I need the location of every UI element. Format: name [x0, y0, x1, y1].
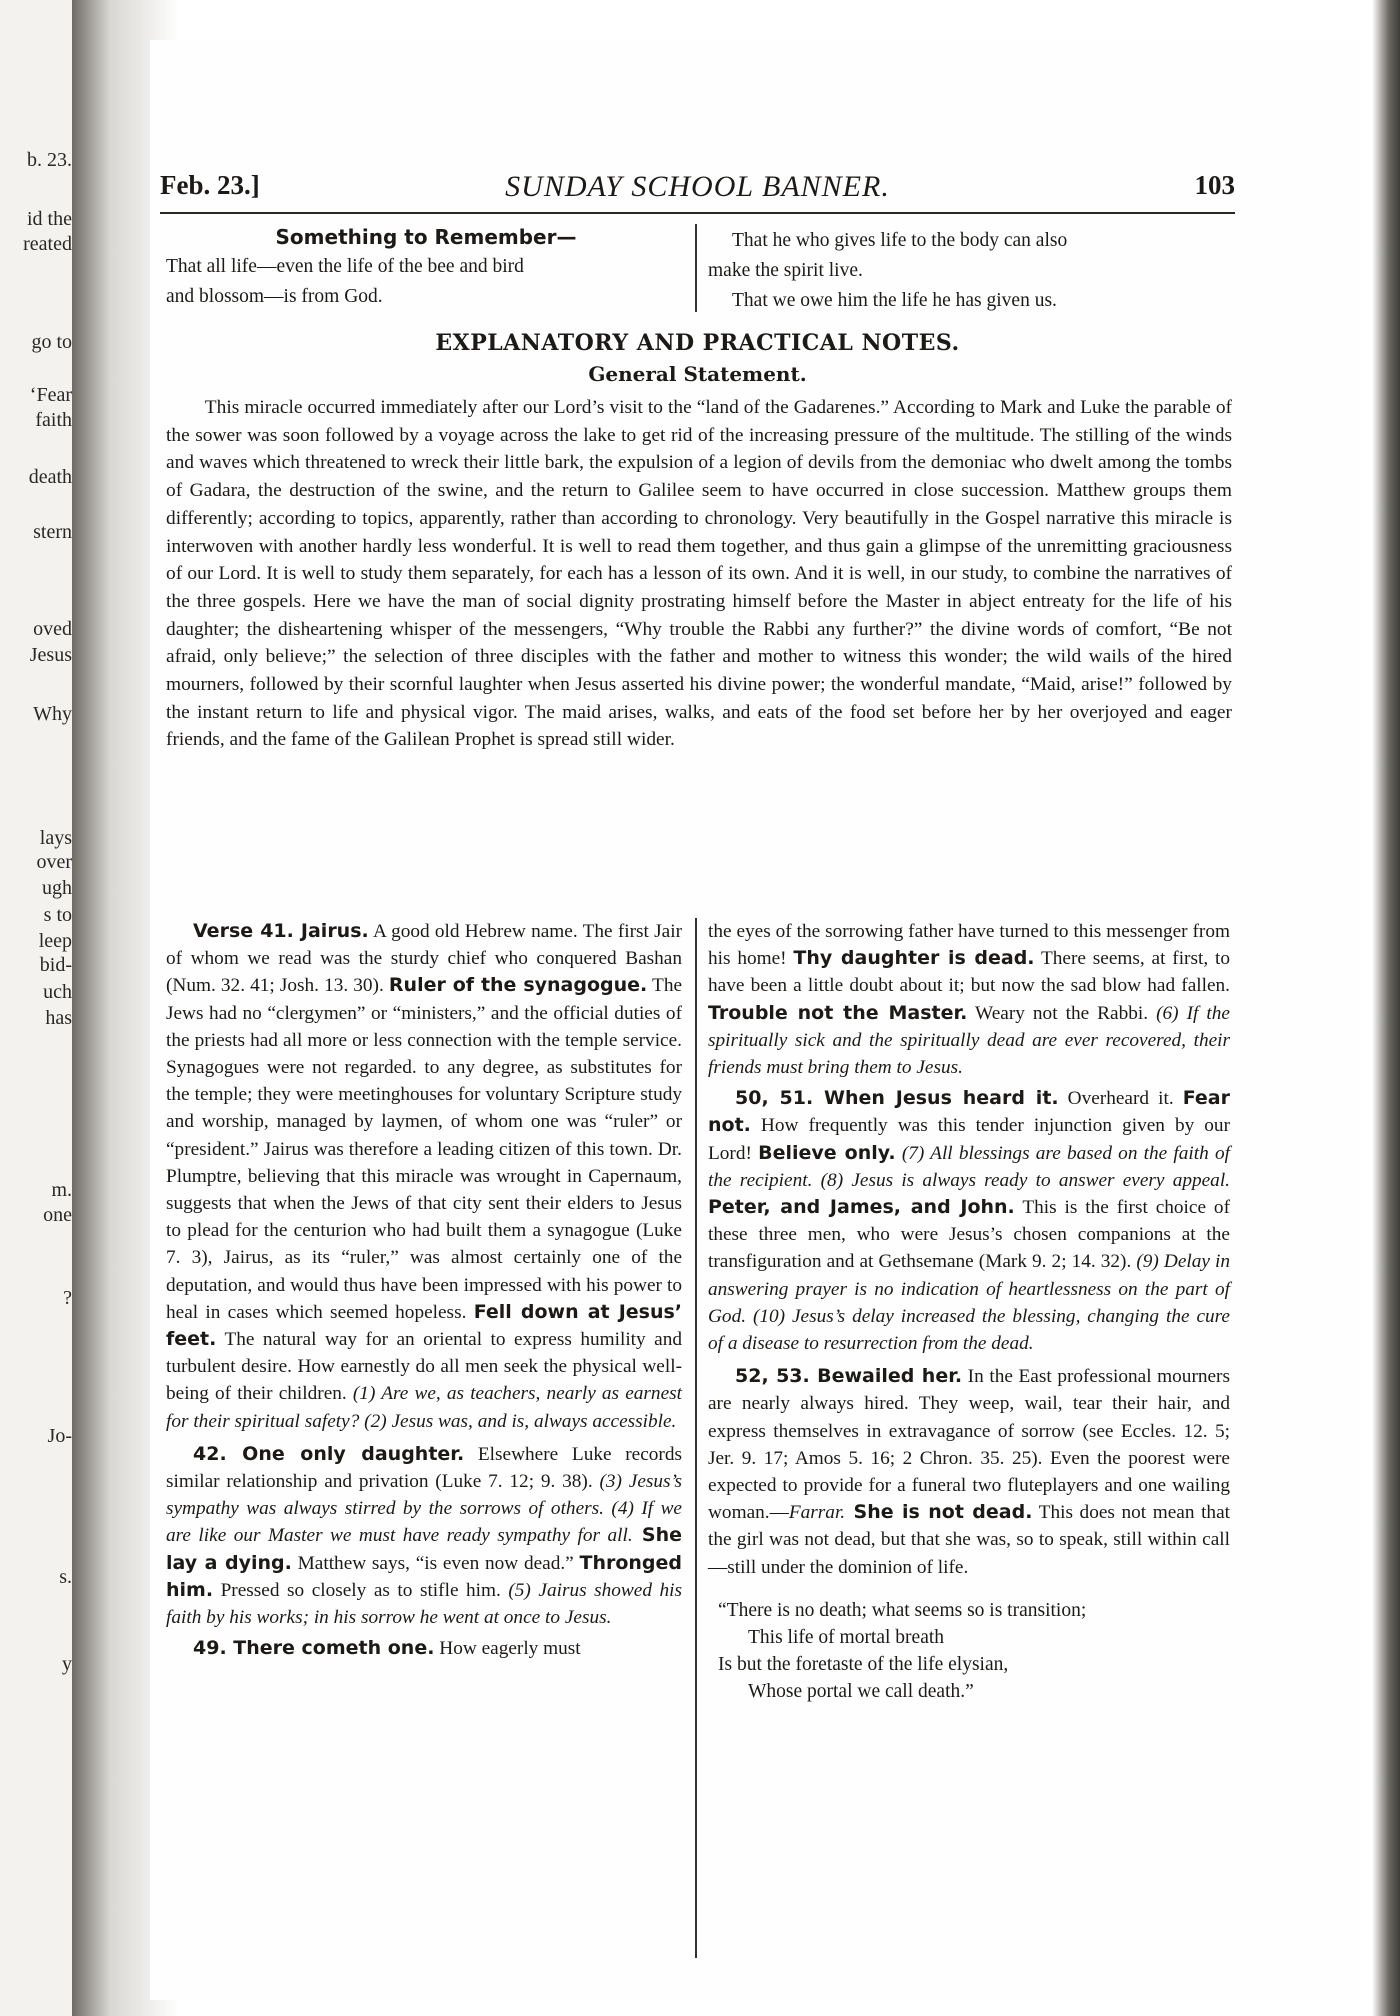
prev-page-fragment: leep	[38, 930, 72, 952]
column-divider	[695, 918, 697, 1958]
general-statement-text: This miracle occurred immediately after our Lord’s visit to the “land of the Gadarenes.” According to Mark and Luke the parable of the sower was soon followed by a voyage across the lake to get rid of the increasing pressure of the multitude. The stilling of the winds and waves which threatened to wreck their little bark, the expulsion of a legion of devils from the demoniac who dwelt among the tombs of Gadara, the destruction of the swine, and the return to Galilee seem to have occurred in close succession. Matthew groups them differently; according to topics, apparently, rather than according to chronology. Very beautifully in the Gospel narrative this miracle is interwoven with another hardly less wonderful. It is well to read them together, and thus gain a glimpse of the unremitting graciousness of our Lord. It is well to study them separately, for each has a lesson of its own. And it is well, in our study, to combine the narratives of the three gospels. Here we have the man of social dignity prostrating himself before the Master in abject entreaty for the life of his daughter; the disheartening whisper of the messengers, “Why trouble the Rabbi any further?” the divine words of comfort, “Be not afraid, only believe;” the selection of three disciples with the father and mother to witness this wonder; the wild wails of the hired mourners, followed by their scornful laughter when Jesus asserted his divine power; the wonderful mandate, “Maid, arise!” followed by the instant return to life and physical vigor. The maid arises, walks, and eats of the food set before her by her overjoyed and eager friends, and the fame of the Galilean Prophet is spread still wider.	[166, 397, 1232, 751]
right-column	[708, 918, 1230, 1705]
note-text: Matthew says, “is even now dead.”	[291, 1552, 580, 1574]
previous-page-edge	[0, 0, 72, 2016]
poem-line-4: Whose portal we call death.”	[748, 1680, 974, 1702]
prev-page-fragment: death	[28, 466, 72, 488]
keyword-lay-dying: She lay a dying.	[166, 1524, 682, 1574]
prev-page-fragment: bid-	[39, 954, 72, 976]
note-verse-41	[166, 918, 682, 1435]
keyword-one-only-daughter: 42. One only daughter.	[193, 1442, 465, 1465]
remember-title: Something to Remember—	[275, 225, 577, 249]
remember-right	[708, 226, 1238, 316]
running-head	[160, 170, 1235, 210]
prev-page-fragment: lays	[39, 827, 72, 849]
keyword-daughter-dead: Thy daughter is dead.	[793, 947, 1035, 970]
poem-quote	[718, 1597, 1230, 1705]
issue-date: Feb. 23.]	[160, 170, 260, 200]
keyword-bewailed: 52, 53. Bewailed her.	[735, 1365, 963, 1388]
journal-title: SUNDAY SCHOOL BANNER.	[505, 170, 890, 203]
prev-page-fragment: s.	[59, 1566, 72, 1588]
note-text: This is the first choice of these three men, who were Jesus’s chosen companions at the transfiguration and at Gethsemane (Mark 9. 2; 14. 32).	[708, 1197, 1230, 1273]
page	[150, 40, 1360, 2000]
notes-heading: EXPLANATORY AND PRACTICAL NOTES.	[435, 330, 960, 356]
prev-page-fragment: go to	[31, 331, 72, 353]
prev-page-fragment: ugh	[42, 877, 72, 899]
keyword-there-cometh-one: 49. There cometh one.	[193, 1637, 435, 1660]
keyword-believe-only: Believe only.	[758, 1141, 896, 1164]
poem-line-1: “There is no death; what seems so is transition;	[718, 1599, 1087, 1621]
prev-page-fragment: uch	[43, 981, 72, 1003]
keyword-fear-not: Fear not.	[708, 1087, 1230, 1137]
prev-page-fragment: oved	[33, 618, 72, 640]
poem-line-3: Is but the foretaste of the life elysian,	[718, 1653, 1009, 1675]
note-text: Overheard it.	[1058, 1088, 1183, 1110]
general-statement	[166, 394, 1232, 754]
note-text: Elsewhere Luke records similar relationship and privation (Luke 7. 12; 9. 38).	[166, 1443, 683, 1493]
note-text: Pressed so closely as to stifle him.	[213, 1579, 509, 1601]
prev-page-fragment: faith	[35, 409, 72, 431]
prev-page-fragment: s to	[43, 904, 72, 926]
keyword-peter-james-john: Peter, and James, and John.	[708, 1196, 1015, 1219]
prev-page-fragment: ?	[63, 1287, 72, 1309]
prev-page-fragment: id the	[27, 208, 72, 230]
note-verse-42	[166, 1441, 682, 1631]
note-text: How frequently was this tender injunction given by our Lord!	[708, 1115, 1230, 1164]
keyword-when-jesus-heard: 50, 51. When Jesus heard it.	[735, 1087, 1059, 1110]
left-column	[166, 918, 682, 1662]
prev-page-fragment: Jo-	[47, 1425, 72, 1447]
prev-page-fragment: Why	[33, 703, 72, 725]
application-text: (1) Are we, as teachers, nearly as earnest for their spiritual safety? (2) Jesus was, and is, always accessible.	[166, 1383, 682, 1432]
prev-page-fragment: stern	[33, 521, 72, 543]
application-text: (9) Delay in answering prayer is no indication of heartlessness on the part of God. (10) Jesus’s delay increased the blessing, changing the cure of a disease to resurrection from the dead.	[708, 1251, 1230, 1355]
note-verse-49	[166, 1635, 682, 1662]
prev-page-fragment: b. 23.	[27, 149, 72, 171]
application-text: (7) All blessings are based on the faith of the recipient. (8) Jesus is always ready to answer every appeal.	[708, 1142, 1230, 1191]
citation-farrar: Farrar.	[788, 1502, 846, 1524]
page-number: 103	[1194, 170, 1235, 200]
note-text: A good old Hebrew name. The first Jair of whom we read was the sturdy chief who conquered Bashan (Num. 32. 41; Josh. 13. 30).	[166, 921, 682, 997]
remember-left	[166, 222, 686, 312]
remember-right-line-3: That we owe him the life he has given us.	[732, 290, 1057, 311]
note-text: Weary not the Rabbi.	[967, 1002, 1157, 1024]
note-text: the eyes of the sorrowing father have turned to this messenger from his home!	[708, 921, 1230, 970]
general-statement-heading: General Statement.	[588, 362, 807, 386]
prev-page-fragment: y	[62, 1653, 72, 1675]
remember-right-line-1: That he who gives life to the body can also	[732, 230, 1068, 251]
poem-line-2: This life of mortal breath	[748, 1626, 945, 1648]
keyword-trouble-not: Trouble not the Master.	[708, 1001, 968, 1024]
note-text: The Jews had no “clergymen” or “ministers,” and the official duties of the priests had all more or less connection with the temple service. Synagogues were not regarded. to any degree, as substitutes for the temple; they were meetinghouses for voluntary Scripture study and worship, managed by laymen, of whom one was “ruler” or “president.” Jairus was therefore a leading citizen of this town. Dr. Plumptre, believing that this miracle was wrought in Capernaum, suggests that when the Jews of that city sent their elders to Jesus to plead for the centurion who had built them a synagogue (Luke 7. 3), Jairus, as its “ruler,” was almost certainly one of the deputation, and would thus have been impressed with his power to heal in cases which seemed hopeless.	[166, 975, 683, 1323]
application-text: (5) Jairus showed his faith by his works; in his sorrow he went at once to Jesus.	[166, 1579, 682, 1629]
note-text: How eagerly must	[434, 1638, 581, 1660]
keyword-fell-down: Fell down at Jesus’ feet.	[166, 1300, 683, 1351]
keyword-verse-41: Verse 41. Jairus.	[193, 920, 369, 942]
remember-line-1: That all life—even the life of the bee and bird	[166, 256, 524, 277]
prev-page-fragment: over	[36, 851, 72, 873]
note-verse-50	[708, 1085, 1230, 1357]
keyword-not-dead: She is not dead.	[845, 1501, 1033, 1524]
application-text: (6) If the spiritually sick and the spiritually dead are ever recovered, their friends must bring them to Jesus.	[708, 1002, 1230, 1079]
prev-page-fragment: ‘Fear	[29, 384, 72, 406]
note-verse-52	[708, 1363, 1230, 1581]
keyword-thronged: Thronged him.	[166, 1551, 683, 1601]
header-rule	[160, 212, 1235, 214]
prev-page-fragment: Jesus	[29, 644, 72, 666]
application-text: (3) Jesus’s sympathy was always stirred by the sorrows of others. (4) If we are like our Master we must have ready sympathy for all.	[166, 1471, 682, 1547]
page-edge-right	[1372, 0, 1400, 2016]
prev-page-fragment: one	[43, 1204, 72, 1226]
note-text: In the East professional mourners are nearly always hired. They weep, wail, tear their hair, and express themselves in extravagance of sorrow (see Eccles. 12. 5; Jer. 9. 17; Amos 5. 16; 2 Chron. 35. 25). Even the poorest were expected to provide for a funeral two fluteplayers and one wailing woman.—	[708, 1366, 1230, 1524]
remember-divider	[695, 224, 697, 312]
prev-page-fragment: reated	[23, 233, 72, 255]
keyword-ruler: Ruler of the synagogue.	[388, 974, 648, 997]
note-verse-49-cont	[708, 918, 1230, 1081]
prev-page-fragment: has	[45, 1007, 72, 1029]
note-text: There seems, at first, to have been a little doubt about it; but now the sad blow had fallen.	[708, 948, 1230, 997]
note-text: This does not mean that the girl was not dead, but that she was, so to speak, still within call—still under the dominion of life.	[708, 1502, 1230, 1578]
remember-line-2: and blossom—is from God.	[166, 286, 383, 307]
note-text: The natural way for an oriental to express humility and turbulent desire. How earnestly do all men seek the physical well-being of their children.	[166, 1329, 682, 1405]
prev-page-fragment: m.	[51, 1179, 72, 1201]
remember-right-line-2: make the spirit live.	[708, 260, 863, 281]
